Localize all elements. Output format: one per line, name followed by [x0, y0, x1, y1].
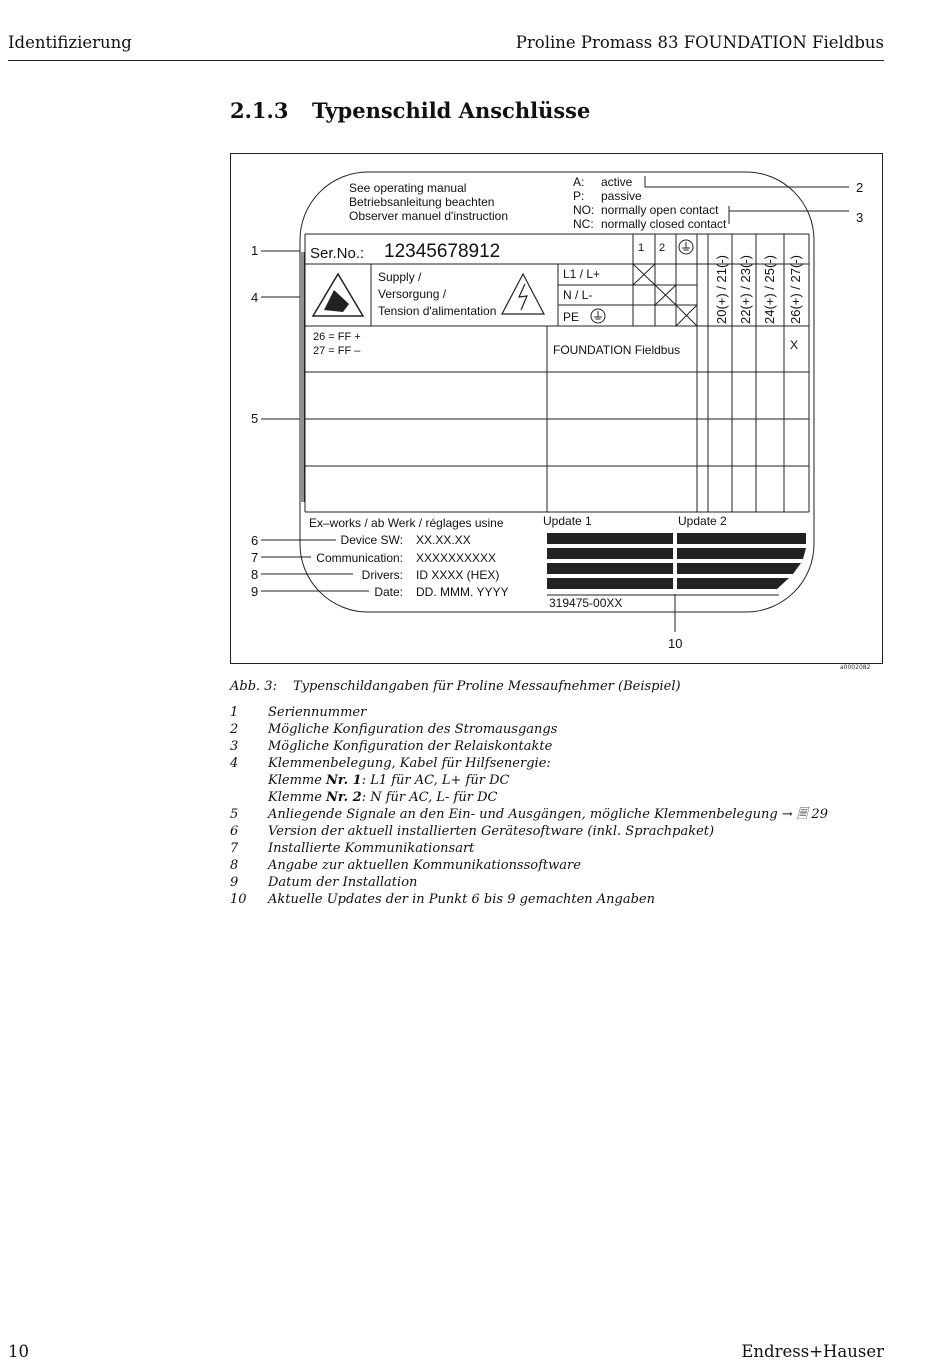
legend-number: 9 — [230, 875, 239, 890]
legend-sub-pre: Klemme — [268, 773, 327, 788]
page-ref-icon[interactable]: 🗏 — [796, 807, 808, 822]
legend-number: 8 — [230, 858, 239, 873]
running-header-left: Identifizierung — [8, 33, 132, 52]
callout-8: 8 — [251, 567, 259, 582]
field-label-drivers: Drivers: — [361, 568, 403, 582]
page-ref[interactable]: 29 — [811, 807, 828, 822]
code-p-text: passive — [601, 189, 642, 203]
legend-sub-pre: Klemme — [268, 790, 327, 805]
callout-4: 4 — [251, 290, 259, 305]
column-label-1: 20(+) / 21(-) — [714, 255, 729, 324]
running-header-right: Proline Promass 83 FOUNDATION Fieldbus — [515, 33, 884, 52]
update-2-label: Update 2 — [678, 514, 727, 528]
header-rule — [8, 60, 884, 61]
manual-line-1: See operating manual — [349, 181, 467, 195]
section-heading — [230, 98, 590, 123]
legend-item — [230, 755, 828, 772]
field-label-device-sw: Device SW: — [340, 533, 403, 547]
legend-item — [230, 823, 828, 840]
callout-5: 5 — [251, 411, 259, 426]
code-a: A: — [573, 175, 585, 189]
callout-7: 7 — [251, 550, 259, 565]
code-no-text: normally open contact — [601, 203, 719, 217]
ground-icon — [679, 240, 693, 254]
manual-line-2: Betriebsanleitung beachten — [349, 195, 495, 209]
field-label-date: Date: — [374, 585, 403, 599]
callout-2-leader — [645, 176, 849, 187]
legend-subitem — [230, 772, 828, 789]
legend-number: 7 — [230, 841, 239, 856]
legend-sub-bold: Nr. 1 — [326, 773, 362, 788]
field-value-date: DD. MMM. YYYY — [416, 585, 509, 599]
update-1-label: Update 1 — [543, 514, 592, 528]
column-label-3: 24(+) / 25(-) — [762, 255, 777, 324]
update-2-bar — [677, 563, 801, 574]
serial-value: 12345678912 — [384, 241, 501, 262]
code-p: P: — [573, 189, 585, 203]
update-1-bar — [547, 578, 673, 589]
legend-number: 1 — [230, 705, 239, 720]
legend-text: Seriennummer — [268, 705, 367, 720]
legend-number: 4 — [230, 756, 239, 771]
callout-3: 3 — [856, 210, 864, 225]
legend-number: 10 — [230, 892, 247, 907]
legend-item — [230, 891, 828, 908]
pe-ground-icon — [591, 309, 605, 323]
legend-item — [230, 721, 828, 738]
update-2-bar — [677, 533, 806, 544]
legend-item — [230, 704, 828, 721]
legend-text: Mögliche Konfiguration des Stromausgangs — [268, 722, 558, 737]
update-1-bar — [547, 533, 673, 544]
section-number: 2.1.3 — [230, 98, 289, 123]
supply-line-2: Versorgung / — [378, 287, 447, 301]
callout-1: 1 — [251, 243, 259, 258]
serial-label: Ser.No.: — [310, 245, 365, 262]
update-1-bar — [547, 563, 673, 574]
callout-2: 2 — [856, 180, 864, 195]
code-a-text: active — [601, 175, 633, 189]
legend-sub-post: : N für AC, L- für DC — [361, 790, 498, 805]
terminal-n: N / L- — [563, 288, 593, 302]
legend-item — [230, 857, 828, 874]
footer-brand: Endress+Hauser — [741, 1342, 884, 1361]
nameplate-figure — [230, 153, 883, 664]
terminal-header-2: 2 — [659, 242, 666, 254]
part-number: 319475-00XX — [549, 596, 623, 610]
field-value-communication: XXXXXXXXXX — [416, 551, 497, 565]
legend-item — [230, 738, 828, 755]
legend-text: Aktuelle Updates der in Punkt 6 bis 9 gemachten Angaben — [268, 892, 655, 907]
legend-sub-bold: Nr. 2 — [326, 790, 362, 805]
caption-label: Abb. 3: — [230, 679, 277, 694]
legend-subitem — [230, 789, 828, 806]
legend-item — [230, 874, 828, 891]
figure-caption — [230, 679, 681, 694]
legend-text: Angabe zur aktuellen Kommunikationssoftware — [268, 858, 581, 873]
x-mark: X — [790, 338, 799, 352]
column-label-4: 26(+) / 27(-) — [788, 255, 803, 324]
section-title: Typenschild Anschlüsse — [312, 98, 591, 123]
legend-text: Anliegende Signale an den Ein- und Ausgängen, mögliche Klemmenbelegung → — [268, 807, 793, 822]
high-voltage-icon — [502, 274, 544, 314]
legend-text: Klemmenbelegung, Kabel für Hilfsenergie: — [268, 756, 551, 771]
legend-text: Installierte Kommunikationsart — [268, 841, 475, 856]
column-label-2: 22(+) / 23(-) — [738, 255, 753, 324]
code-nc: NC: — [573, 217, 594, 231]
nameplate-drawing — [231, 154, 884, 665]
supply-line-3: Tension d'alimentation — [378, 304, 497, 318]
legend-list — [230, 704, 828, 908]
legend-number: 6 — [230, 824, 239, 839]
caption-text: Typenschildangaben für Proline Messaufnehmer (Beispiel) — [293, 679, 681, 694]
legend-number: 5 — [230, 807, 239, 822]
exworks-label: Ex–works / ab Werk / réglages usine — [309, 516, 504, 530]
ff-line-1: 26 = FF + — [313, 331, 361, 343]
terminal-pe: PE — [563, 310, 580, 324]
code-nc-text: normally closed contact — [601, 217, 727, 231]
legend-sub-post: : L1 für AC, L+ für DC — [361, 773, 510, 788]
ff-line-2: 27 = FF – — [313, 345, 361, 357]
terminal-l1: L1 / L+ — [563, 267, 601, 281]
update-1-bar — [547, 548, 673, 559]
update-2-bar — [677, 548, 806, 559]
legend-item — [230, 840, 828, 857]
terminal-header-1: 1 — [638, 242, 645, 254]
legend-item — [230, 806, 828, 823]
legend-text: Datum der Installation — [268, 875, 418, 890]
update-2-bar — [677, 578, 789, 589]
legend-number: 3 — [230, 739, 239, 754]
legend-text: Mögliche Konfiguration der Relaiskontakte — [268, 739, 553, 754]
supply-line-1: Supply / — [378, 270, 422, 284]
manual-line-3: Observer manuel d'instruction — [349, 209, 509, 223]
bus-name: FOUNDATION Fieldbus — [553, 343, 681, 357]
field-label-communication: Communication: — [316, 551, 403, 565]
esd-warning-icon — [313, 274, 363, 316]
callout-9: 9 — [251, 584, 259, 599]
code-no: NO: — [573, 203, 595, 217]
legend-number: 2 — [230, 722, 239, 737]
callout-6: 6 — [251, 533, 259, 548]
figure-id: a0002082 — [840, 664, 871, 671]
callout-10: 10 — [668, 636, 683, 651]
page-number: 10 — [8, 1342, 29, 1361]
legend-text: Version der aktuell installierten Gerätesoftware (inkl. Sprachpaket) — [268, 824, 715, 839]
field-value-drivers: ID XXXX (HEX) — [416, 568, 500, 582]
field-value-device-sw: XX.XX.XX — [416, 533, 471, 547]
